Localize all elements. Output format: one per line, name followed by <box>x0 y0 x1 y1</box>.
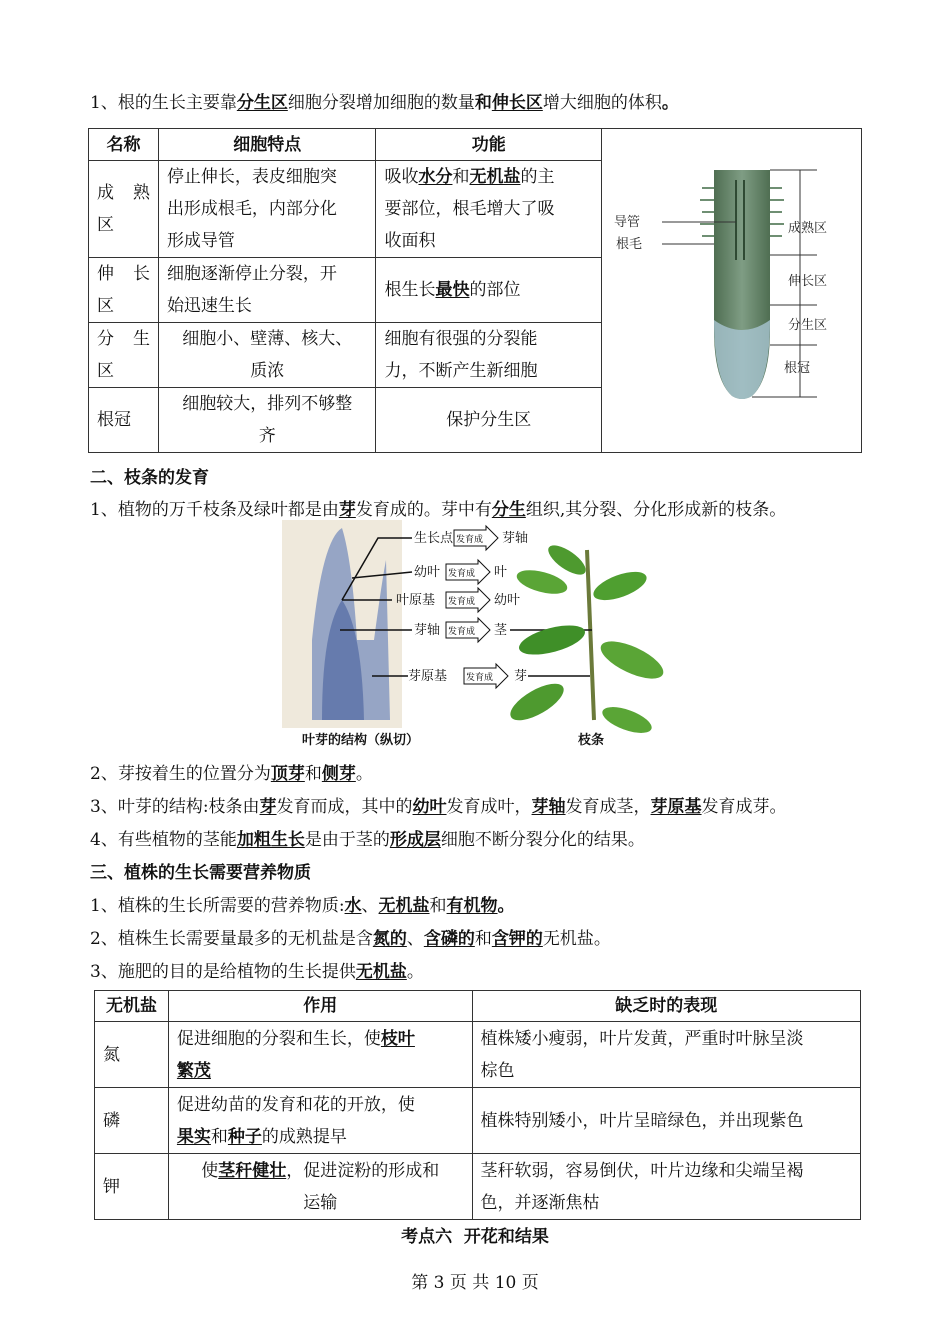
label-elongation-zone: 伸长区 <box>787 274 827 289</box>
section3-title: 三、植株的生长需要营养物质 <box>90 863 311 883</box>
svg-text:发育成: 发育成 <box>448 569 476 579</box>
label-growing-point: 生长点 <box>414 531 454 546</box>
label-young-leaf: 幼叶 <box>414 565 441 580</box>
label-maturation-zone: 成熟区 <box>787 221 827 236</box>
header-deficiency: 缺乏时的表现 <box>472 991 860 1022</box>
label-result-bud-axis: 芽轴 <box>502 531 529 546</box>
svg-text:发育成: 发育成 <box>456 535 484 545</box>
root-tip-diagram-cell <box>601 129 861 453</box>
label-leaf-primordium: 叶原基 <box>396 593 436 608</box>
caption-branch: 枝条 <box>578 733 605 748</box>
sec2-paragraph-4: 4、有些植物的茎能加粗生长是由于茎的形成层细胞不断分裂分化的结果。 <box>90 830 645 850</box>
caption-bud-structure: 叶芽的结构（纵切） <box>302 733 420 748</box>
header-effect: 作用 <box>168 991 472 1022</box>
label-bud-axis: 芽轴 <box>414 623 441 638</box>
header-function: 功能 <box>376 129 602 161</box>
mineral-salt-table <box>94 990 861 1220</box>
root-zone-table <box>88 128 862 453</box>
svg-text:发育成: 发育成 <box>448 597 476 607</box>
label-root-cap: 根冠 <box>783 361 810 376</box>
label-bud-primordium: 芽原基 <box>408 669 448 684</box>
sec2-paragraph-3: 3、叶芽的结构:枝条由芽发育而成，其中的幼叶发育成叶，芽轴发育成茎，芽原基发育成芽。 <box>90 797 787 817</box>
table-row: 磷 促进幼苗的发育和花的开放，使 果实和种子的成熟提早 植株特别矮小，叶片呈暗绿色，并出现紫色 <box>95 1088 861 1154</box>
sec3-paragraph-2: 2、植株生长需要量最多的无机盐是含氮的、含磷的和含钾的无机盐。 <box>90 929 611 949</box>
table-row: 氮 促进细胞的分裂和生长，使枝叶 繁茂 植株矮小瘦弱，叶片发黄，严重时叶脉呈淡 棕色 <box>95 1022 861 1088</box>
root-growth-paragraph: 1、根的生长主要靠分生区细胞分裂增加细胞的数量和伸长区增大细胞的体积。 <box>90 93 679 113</box>
header-name: 名称 <box>89 129 159 161</box>
table-row: 根冠 细胞较大，排列不够整 齐 保护分生区 <box>89 388 862 453</box>
sec2-paragraph-1: 1、植物的万千枝条及绿叶都是由芽发育成的。芽中有分生组织,其分裂、分化形成新的枝条。 <box>90 500 787 520</box>
label-root-hair: 根毛 <box>615 237 642 252</box>
root-cap-shape <box>714 320 770 399</box>
table-row: 分 生 区 细胞小、壁薄、核大、 质浓 细胞有很强的分裂能 力，不断产生新细胞 <box>89 323 862 388</box>
svg-text:发育成: 发育成 <box>448 627 476 637</box>
sec3-paragraph-1: 1、植株的生长所需要的营养物质:水、无机盐和有机物。 <box>90 896 515 916</box>
sec2-paragraph-2: 2、芽按着生的位置分为顶芽和侧芽。 <box>90 764 373 784</box>
label-result-bud: 芽 <box>514 669 528 684</box>
branch-illustration <box>505 540 668 738</box>
label-result-stem: 茎 <box>494 623 508 638</box>
table-row: 钾 使茎秆健壮，促进淀粉的形成和 运输 茎秆软弱，容易倒伏，叶片边缘和尖端呈褐 色，并逐渐焦枯 <box>95 1154 861 1220</box>
label-result-young-leaf: 幼叶 <box>494 593 521 608</box>
page-footer: 第 3 页 共 10 页 <box>411 1273 539 1293</box>
section2-title: 二、枝条的发育 <box>90 468 209 488</box>
header-salt: 无机盐 <box>95 991 169 1022</box>
label-meristem-zone: 分生区 <box>787 318 827 333</box>
table-row: 成 熟 区 停止伸长，表皮细胞突 出形成根毛，内部分化 形成导管 吸收水分和无机盐的主 要部位，根毛增大了吸 收面积 <box>89 161 862 258</box>
label-result-leaf: 叶 <box>494 565 508 580</box>
table-row: 伸 长 区 细胞逐渐停止分裂，开 始迅速生长 根生长最快的部位 <box>89 258 862 323</box>
header-feature: 细胞特点 <box>158 129 376 161</box>
root-tip-diagram <box>602 140 860 430</box>
sec3-paragraph-3: 3、施肥的目的是给植物的生长提供无机盐。 <box>90 962 424 982</box>
bud-structure-figure <box>282 520 682 756</box>
label-vessel: 导管 <box>613 215 640 230</box>
svg-text:发育成: 发育成 <box>466 673 494 683</box>
next-section-title: 考点六 开花和结果 <box>401 1227 549 1247</box>
